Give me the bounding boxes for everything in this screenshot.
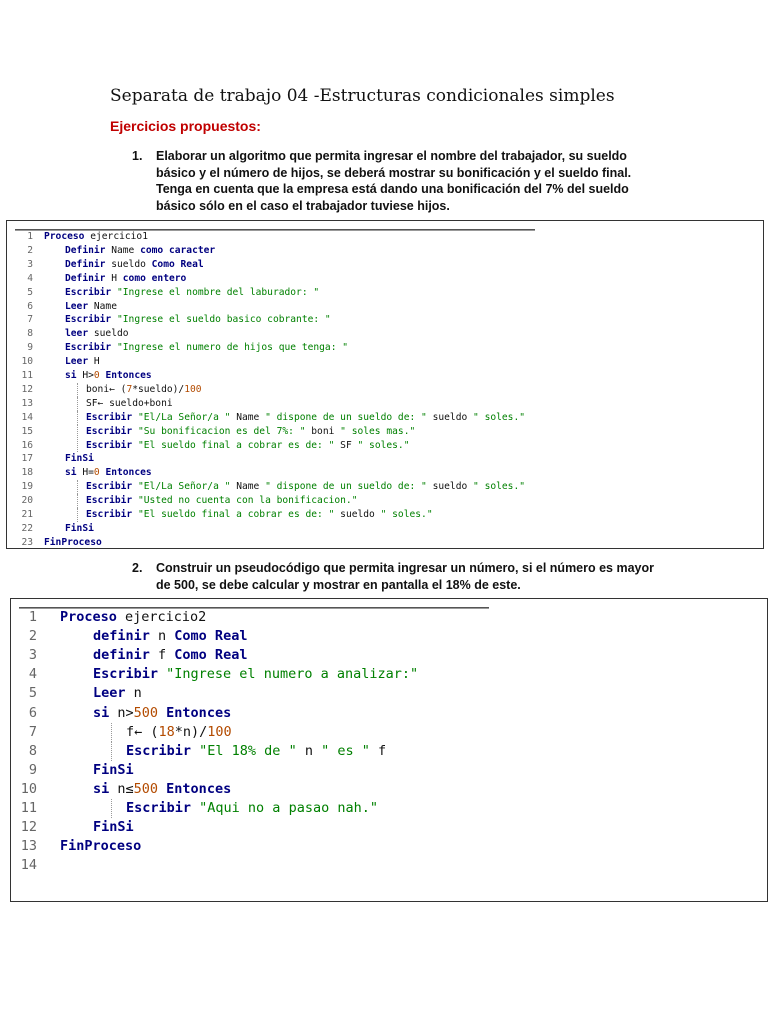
line-number: 11 (21, 370, 33, 381)
line-number: 17 (21, 453, 33, 465)
exercise-1-line: Tenga en cuenta que la empresa está dando una bonificación del 7% del sueldo (156, 182, 629, 196)
code-text (60, 608, 206, 627)
code-token: "Aqui no a pasao nah." (191, 800, 378, 816)
code-text (93, 684, 142, 703)
code-token: Definir (65, 272, 106, 284)
code-text (93, 646, 247, 665)
line-number: 12 (21, 383, 33, 395)
indent-guide (77, 411, 78, 425)
line-number: 5 (28, 685, 37, 702)
code-token: sueldo (426, 411, 474, 423)
code-token: Escribir (86, 509, 133, 520)
line-number: 22 (21, 522, 33, 534)
code-text (93, 780, 231, 799)
line-number: 8 (28, 742, 37, 759)
code-line (7, 258, 763, 272)
code-text (86, 425, 415, 439)
code-token: SF (334, 439, 358, 451)
code-token: FinSi (93, 761, 134, 778)
code-token: Como Real (151, 258, 204, 270)
code-token: Escribir (86, 495, 133, 507)
code-token: Escribir (65, 286, 112, 298)
code-token: 500 (133, 704, 159, 721)
code-token: 500 (133, 780, 159, 797)
code-token: n (149, 628, 175, 645)
code-token: Definir (65, 258, 106, 270)
code-token: Name (105, 244, 141, 256)
line-number: 3 (27, 258, 33, 270)
code-line (11, 627, 767, 646)
line-number: 1 (27, 231, 33, 242)
code-token: si (65, 467, 77, 479)
code-token: 100 (207, 723, 232, 740)
indent-guide (77, 508, 78, 522)
code-token: " soles." (473, 411, 526, 423)
code-line (7, 327, 763, 341)
code-text (126, 799, 378, 818)
line-number: 1 (28, 609, 37, 625)
code-token: 0 (93, 370, 100, 381)
indent-guide (77, 494, 78, 508)
code-line (11, 780, 767, 799)
code-token: sueldo (334, 509, 381, 520)
code-line (7, 397, 763, 411)
code-text (65, 341, 348, 355)
line-number: 18 (21, 467, 33, 479)
code-block-2 (10, 598, 768, 902)
code-text (65, 258, 204, 272)
code-token: "Usted no cuenta con la bonificacion." (132, 495, 358, 507)
code-text (65, 272, 186, 286)
code-token: n> (109, 704, 134, 721)
code-text (65, 313, 331, 327)
code-text (65, 466, 152, 480)
indent-guide (77, 439, 78, 453)
code-line (7, 272, 763, 286)
code-token: H= (76, 467, 94, 479)
indent-guide (111, 723, 112, 742)
code-token: Como Real (174, 647, 248, 664)
code-token: si (65, 370, 77, 381)
code-token: definir (93, 628, 150, 645)
code-line (7, 466, 763, 480)
code-token: H (105, 272, 123, 284)
code-token: Entonces (99, 370, 152, 381)
code-text (65, 355, 100, 369)
code-token: sueldo (105, 258, 152, 270)
line-number: 13 (21, 397, 33, 409)
code-token: "El sueldo final a cobrar es de: " (132, 509, 335, 520)
code-token: Entonces (158, 704, 232, 721)
code-token: "Ingrese el numero a analizar:" (158, 666, 419, 683)
line-number: 10 (20, 780, 37, 797)
code-token: Escribir (86, 481, 133, 493)
code-token: "Su bonificacion es del 7%: " (132, 425, 306, 437)
code-token: Definir (65, 244, 106, 256)
indent-guide (77, 383, 78, 397)
exercise-2-text (156, 560, 654, 593)
code-text (86, 411, 525, 425)
code-token: " soles mas." (340, 425, 416, 437)
code-token: n (296, 742, 322, 759)
line-number: 16 (21, 439, 33, 451)
code-token: " soles." (357, 439, 410, 451)
code-text (44, 536, 102, 550)
code-token: Escribir (126, 742, 192, 759)
code-text (126, 723, 232, 742)
code-token: Leer (93, 685, 126, 702)
code-line (7, 244, 763, 258)
indent-guide (111, 742, 112, 761)
code-token: "Ingrese el nombre del laburador: " (111, 286, 320, 298)
code-line (7, 230, 763, 244)
code-token: "El/La Señor/a " (132, 411, 231, 423)
code-line (7, 341, 763, 355)
code-token: Leer (65, 356, 89, 368)
code-line (11, 608, 767, 627)
code-line (7, 286, 763, 300)
code-token: 0 (93, 467, 100, 479)
indent-guide (77, 425, 78, 439)
code-text (86, 494, 357, 508)
code-token: FinProceso (44, 536, 102, 548)
code-token: f← ( (126, 723, 159, 740)
code-text (93, 818, 134, 837)
code-token: "El sueldo final a cobrar es de: " (132, 439, 335, 451)
line-number: 10 (21, 356, 33, 368)
code-text (86, 480, 525, 494)
code-text (65, 369, 152, 383)
code-token: Como Real (174, 628, 248, 645)
exercise-2-number: 2. (132, 561, 143, 575)
code-token: Leer (65, 300, 89, 312)
exercise-1-line: básico sólo en el caso el trabajador tuviese hijos. (156, 198, 450, 213)
code-line (7, 313, 763, 327)
line-number: 12 (20, 819, 37, 836)
code-line (7, 480, 763, 494)
code-text (86, 508, 433, 522)
code-line (11, 723, 767, 742)
line-number: 11 (20, 800, 37, 816)
indent-guide (77, 397, 78, 411)
code-text (93, 761, 134, 780)
code-token: *sueldo)/ (132, 383, 185, 395)
code-text (93, 665, 418, 684)
code-token: "Ingrese el numero de hijos que tenga: " (111, 342, 349, 354)
line-number: 8 (27, 328, 33, 340)
code-line (7, 411, 763, 425)
line-number: 6 (28, 704, 37, 721)
exercise-1-number: 1. (132, 149, 143, 163)
code-text (126, 742, 386, 761)
code-token: " soles." (380, 509, 433, 520)
code-token: Escribir (86, 411, 133, 423)
code-token: Proceso (60, 609, 117, 625)
code-text (65, 452, 94, 466)
code-token: f (149, 647, 175, 664)
code-line (11, 665, 767, 684)
code-text (86, 397, 173, 411)
line-number: 2 (27, 244, 33, 256)
code-token: f (369, 742, 387, 759)
code-text (65, 327, 129, 341)
exercise-1-line: Elaborar un algoritmo que permita ingresar el nombre del trabajador, su sueldo (156, 149, 627, 163)
code-token: H (88, 356, 100, 368)
code-token: sueldo (426, 481, 474, 493)
line-number: 13 (20, 838, 37, 855)
code-token: 7 (126, 383, 133, 395)
line-number: 20 (21, 495, 33, 507)
exercise-1-text (156, 148, 631, 214)
code-token: si (93, 704, 110, 721)
line-number: 23 (21, 536, 33, 548)
code-line (11, 818, 767, 837)
code-token: Escribir (65, 314, 112, 326)
code-text (65, 522, 94, 536)
code-text (65, 244, 215, 258)
line-number: 2 (28, 628, 37, 645)
exercise-1-line: básico y el número de hijos, se deberá mostrar su bonificación y el sueldo final. (156, 165, 632, 180)
code-token: "Ingrese el sueldo basico cobrante: " (111, 314, 331, 326)
code-block-1 (6, 220, 764, 549)
code-line (11, 856, 767, 875)
code-text (44, 230, 148, 244)
code-token: como entero (122, 272, 187, 284)
code-token: boni← ( (86, 383, 127, 395)
line-number: 19 (21, 481, 33, 493)
code-line (7, 425, 763, 439)
code-line (7, 452, 763, 466)
exercise-2-line: Construir un pseudocódigo que permita ingresar un número, si el número es mayor (156, 561, 655, 575)
code-token: " dispone de un sueldo de: " (265, 411, 427, 423)
code-token: Escribir (86, 439, 133, 451)
code-token: leer (65, 328, 89, 340)
code-line (11, 799, 767, 818)
line-number: 7 (27, 314, 33, 326)
code-line (7, 522, 763, 536)
code-line (11, 684, 767, 703)
line-number: 14 (20, 857, 37, 874)
code-token: como caracter (140, 244, 216, 256)
code-token: Escribir (126, 800, 192, 816)
code-token: 100 (184, 383, 202, 395)
code-token: SF← sueldo+boni (86, 397, 173, 409)
line-number: 9 (27, 342, 33, 354)
code-text (93, 627, 247, 646)
code-line (7, 300, 763, 314)
code-token: " dispone de un sueldo de: " (265, 481, 427, 493)
code-token: "El 18% de " (191, 742, 297, 759)
code-text (65, 300, 117, 314)
code-token: Name (230, 411, 266, 423)
code-token: sueldo (88, 328, 129, 340)
line-number: 6 (27, 300, 33, 312)
code-text (60, 837, 141, 856)
line-number: 7 (28, 723, 37, 740)
exercise-2-line: de 500, se debe calcular y mostrar en pantalla el 18% de este. (156, 577, 521, 592)
line-number: 4 (28, 666, 37, 683)
line-number: 4 (27, 272, 33, 284)
code-token: si (93, 780, 110, 797)
code-token: FinSi (65, 453, 94, 465)
code-token: 18 (158, 723, 175, 740)
code-token: FinSi (65, 522, 94, 534)
code-token: FinProceso (60, 838, 142, 855)
line-number: 9 (28, 761, 37, 778)
code-token: definir (93, 647, 150, 664)
code-line (7, 383, 763, 397)
code-token: Name (230, 481, 266, 493)
indent-guide (77, 480, 78, 494)
code-token: boni (305, 425, 341, 437)
code-line (7, 355, 763, 369)
section-subtitle: Ejercicios propuestos: (110, 118, 261, 134)
code-line (7, 536, 763, 550)
code-line (7, 494, 763, 508)
line-number: 5 (27, 286, 33, 298)
code-line (11, 704, 767, 723)
line-number: 21 (21, 509, 33, 520)
code-token: Entonces (158, 780, 232, 797)
code-line (11, 742, 767, 761)
indent-guide (111, 799, 112, 818)
code-token: *n)/ (174, 723, 208, 740)
code-text (86, 439, 409, 453)
code-token: Escribir (86, 425, 133, 437)
code-token: Escribir (65, 342, 112, 354)
code-token: Escribir (93, 666, 159, 683)
code-line (7, 369, 763, 383)
code-token: FinSi (93, 819, 134, 836)
code-token: ejercicio2 (116, 609, 207, 625)
code-text (65, 286, 319, 300)
code-text (86, 383, 202, 397)
line-number: 14 (21, 411, 33, 423)
code-token: n (125, 685, 142, 702)
code-token: " es " (321, 742, 370, 759)
code-line (11, 837, 767, 856)
code-token: H> (76, 370, 94, 381)
code-line (7, 439, 763, 453)
code-token: "El/La Señor/a " (132, 481, 231, 493)
code-token: n≤ (109, 780, 134, 797)
line-number: 15 (21, 425, 33, 437)
code-token: Entonces (99, 467, 152, 479)
exercise-2 (132, 560, 655, 594)
code-line (11, 646, 767, 665)
code-token: ejercicio1 (84, 231, 148, 242)
line-number: 3 (28, 647, 37, 664)
code-token: Proceso (44, 231, 85, 242)
code-line (11, 761, 767, 780)
exercise-1 (132, 148, 652, 216)
code-token: " soles." (473, 481, 526, 493)
code-token: Name (88, 300, 117, 312)
code-text (93, 704, 231, 723)
document-title: Separata de trabajo 04 -Estructuras condicionales simples (110, 86, 615, 106)
code-line (7, 508, 763, 522)
